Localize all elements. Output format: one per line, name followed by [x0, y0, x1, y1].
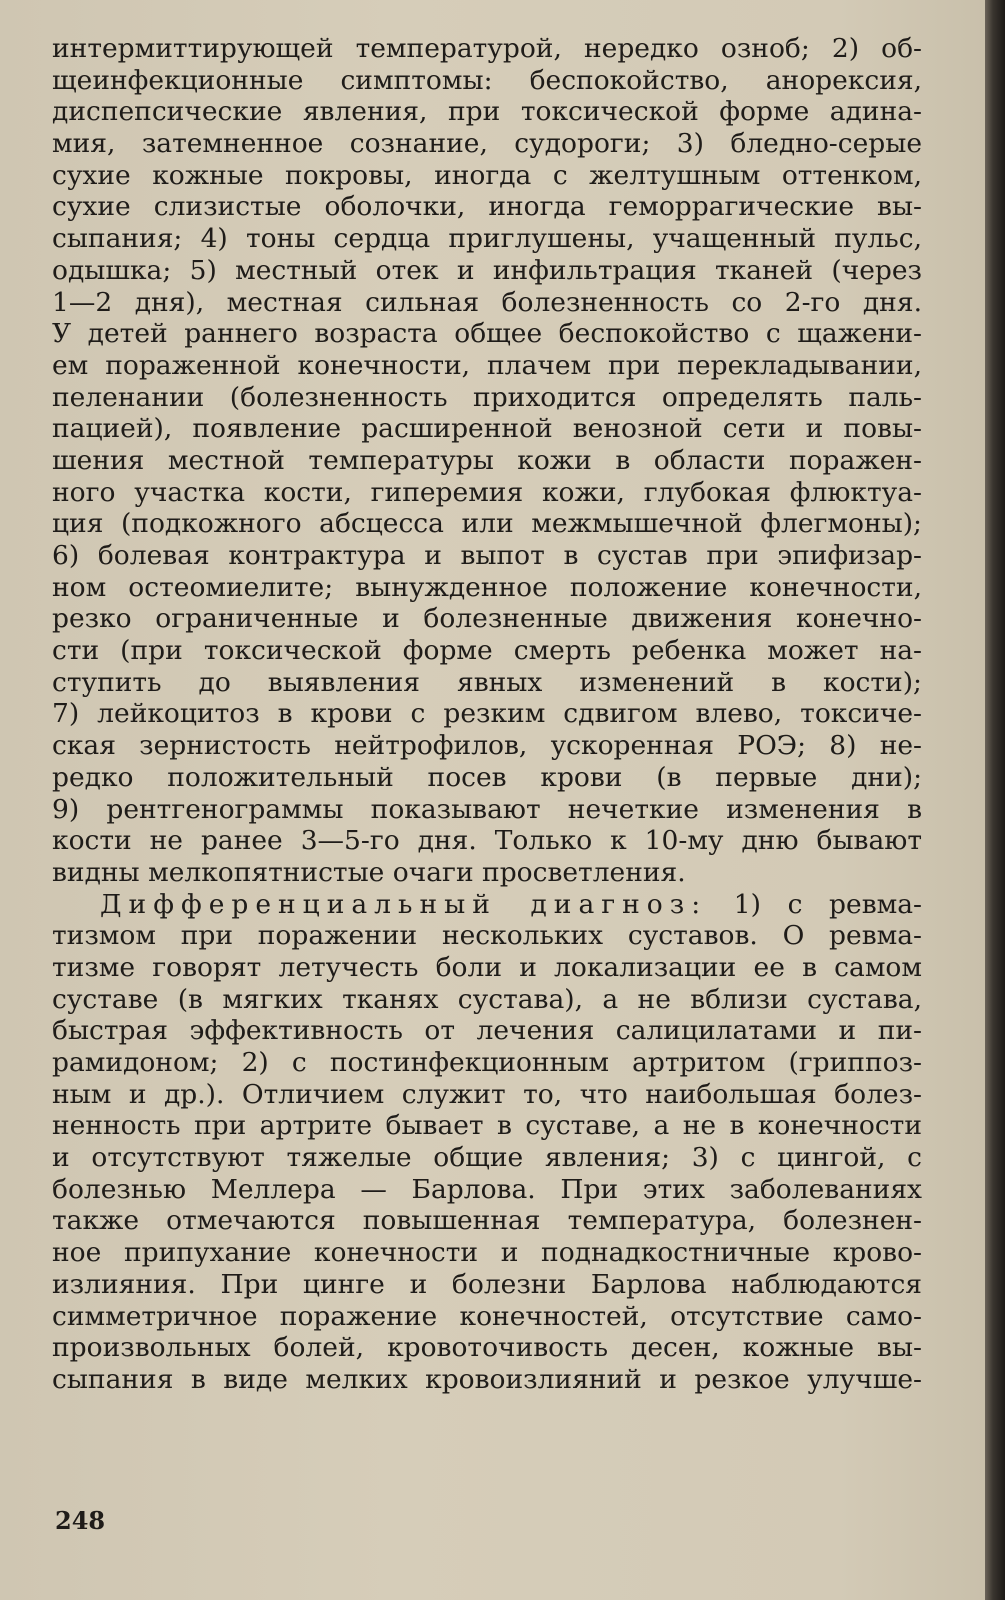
text-line: мия, затемненное сознание, судороги; 3) бледно-серые [52, 128, 922, 160]
text-line: шения местной температуры кожи в области поражен- [52, 444, 922, 476]
text-line: видны мелкопятнистые очаги просветления. [52, 856, 686, 888]
paragraph-differential-diagnosis [52, 889, 922, 1396]
text-line: кости не ранее 3—5-го дня. Только к 10-му дню бывают [52, 825, 922, 857]
text-line: и отсутствуют тяжелые общие явления; 3) с цингой, с [52, 1142, 922, 1174]
text-line: щеинфекционные симптомы: беспокойство, анорексия, [52, 64, 922, 96]
text-line: также отмечаются повышенная температура, болезнен- [52, 1205, 922, 1237]
text-line: 9) рентгенограммы показывают нечеткие изменения в [52, 793, 922, 825]
text-line: сыпания; 4) тоны сердца приглушены, учащенный пульс, [52, 223, 922, 255]
text-line: ное припухание конечности и поднадкостничные крово- [52, 1237, 922, 1269]
text-line: ным и др.). Отличием служит то, что наибольшая болез- [52, 1078, 922, 1110]
text-line: ем пораженной конечности, плачем при перекладывании, [52, 349, 922, 381]
section-heading: Дифференциальный диагноз: [100, 888, 708, 920]
body-text [52, 33, 922, 1396]
text-line: диспепсические явления, при токсической форме адина- [52, 96, 922, 128]
text-line: тизме говорят летучесть боли и локализации ее в самом [52, 951, 922, 983]
text-line: ненность при артрите бывает в суставе, а не в конечности [52, 1110, 922, 1142]
text-line: 7) лейкоцитоз в крови с резким сдвигом влево, токсиче- [52, 698, 922, 730]
text-line: пацией), появление расширенной венозной сети и повы- [52, 413, 922, 445]
text-line: сыпания в виде мелких кровоизлияний и резкое улучше- [52, 1363, 922, 1395]
text-line: сухие слизистые оболочки, иногда геморрагические вы- [52, 191, 922, 223]
text-line: ном остеомиелите; вынужденное положение конечности, [52, 571, 922, 603]
text-line: быстрая эффективность от лечения салицилатами и пи- [52, 1015, 922, 1047]
page-number: 248 [55, 1506, 106, 1535]
text-line: У детей раннего возраста общее беспокойство с щажени- [52, 318, 922, 350]
text-line: редко положительный посев крови (в первые дни); [52, 761, 922, 793]
text-line: тизмом при поражении нескольких суставов. О ревма- [52, 920, 922, 952]
text-line: 1—2 дня), местная сильная болезненность со 2-го дня. [52, 286, 922, 318]
text-fragment: 1) с ревма- [733, 888, 922, 920]
text-line: суставе (в мягких тканях сустава), а не вблизи сустава, [52, 983, 922, 1015]
text-line: ская зернистость нейтрофилов, ускоренная РОЭ; 8) не- [52, 730, 922, 762]
text-line: ного участка кости, гиперемия кожи, глубокая флюктуа- [52, 476, 922, 508]
text-line: рамидоном; 2) с постинфекционным артритом (гриппоз- [52, 1047, 922, 1078]
page-edge-shadow [985, 0, 1005, 1600]
text-line: ция (подкожного абсцесса или межмышечной флегмоны); [52, 508, 922, 540]
text-line: пеленании (болезненность приходится определять паль- [52, 381, 922, 413]
text-line: болезнью Меллера — Барлова. При этих заболеваниях [52, 1173, 922, 1205]
text-line: произвольных болей, кровоточивость десен, кожные вы- [52, 1332, 922, 1364]
text-line: излияния. При цинге и болезни Барлова наблюдаются [52, 1268, 922, 1300]
text-line: 6) болевая контрактура и выпот в сустав при эпифизар- [52, 540, 922, 571]
text-line: сти (при токсической форме смерть ребенка может на- [52, 635, 922, 667]
text-line: одышка; 5) местный отек и инфильтрация тканей (через [52, 254, 922, 286]
text-line: симметричное поражение конечностей, отсутствие само- [52, 1300, 922, 1332]
text-line: интермиттирующей температурой, нередко озноб; 2) об- [52, 33, 922, 64]
paragraph-clinical-picture [52, 33, 922, 889]
text-line [52, 889, 922, 921]
text-line: сухие кожные покровы, иногда с желтушным оттенком, [52, 159, 922, 191]
text-line: ступить до выявления явных изменений в кости); [52, 666, 922, 698]
text-line: резко ограниченные и болезненные движения конечно- [52, 603, 922, 635]
